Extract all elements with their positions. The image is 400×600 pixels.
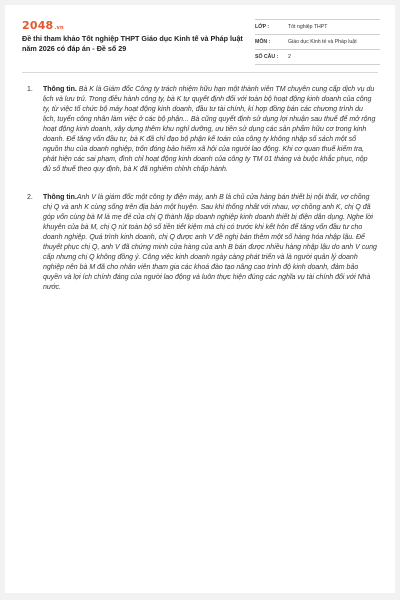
question-list — [27, 85, 377, 311]
question-number: 1. — [27, 86, 33, 93]
info-row-subject — [255, 35, 380, 50]
document-page — [5, 5, 395, 593]
question-number: 2. — [27, 194, 33, 201]
question-item — [27, 193, 377, 293]
question-item — [27, 85, 377, 175]
document-title: Đề thi tham khảo Tốt nghiệp THPT Giáo dục Kinh tế và Pháp luật năm 2026 có đáp án - Đề số 29 — [22, 34, 243, 53]
info-label-question-count: SỐ CÂU : — [255, 54, 279, 60]
logo-main: 2048 — [22, 19, 54, 32]
info-row-class — [255, 19, 380, 35]
info-row-question-count — [255, 50, 380, 65]
exam-info-table — [255, 19, 380, 65]
info-label-subject: MÔN : — [255, 39, 271, 45]
question-text — [43, 193, 377, 293]
header-divider — [22, 72, 378, 73]
question-label: Thông tin. — [43, 86, 77, 93]
question-body: Anh V là giám đốc một công ty điện máy, anh B là chủ cửa hàng bán thiết bị nội thất, vợ chồng chị Q và anh K cùng sống trên địa bàn một huyện. Sau khi thống nhất với nhau, vợ chồng anh K, chị Q đã góp vốn cùng bà M là mẹ đẻ của chị Q thành lập doanh nghiệp kinh doanh thiết bị điện dân dụng. Nghe lời khuyên của bà M, chị Q rút toàn bộ số tiền tiết kiệm mà chị có trước khi kết hôn để tăng vốn đầu tư cho doanh nghiệp. Quá trình kinh doanh, chị Q được anh V đề nghị bán thêm một số hàng hóa nhập lậu. Để thuyết phục chị Q, anh V đã chứng minh cửa hàng của anh B bán được nhiều hàng nhập lậu do anh V cung cấp nhưng chị Q không đồng ý. Công việc kinh doanh ngày càng phát triển và là người quản lý doanh nghiệp nên bà M đã cho nhân viên tham gia các khoá đào tạo nâng cao trình độ kinh doanh, đảm bảo quyền và lợi ích chính đáng của người lao động và luôn thực hiện đúng các nghĩa vụ tài chính đối với Nhà nước. — [43, 194, 377, 291]
info-value-question-count: 2 — [288, 54, 291, 60]
info-label-class: LỚP : — [255, 24, 270, 30]
question-body: Bà K là Giám đốc Công ty trách nhiệm hữu hạn một thành viên TM chuyên cung cấp dịch vụ du lịch và lưu trú. Trong điều hành công ty, bà K tự quyết định đối với toàn bộ hoạt động kinh doanh của công ty, từ việc tổ chức bộ máy hoạt động kinh doanh, đầu tư tài chính, kí hợp đồng bán các chương trình du lịch, tuyển công nhân làm việc ở các bộ phận... Bà cũng quyết định sử dụng lợi nhuận sau thuế để mở rộng hoạt động kinh doanh, xây dựng thêm khu nghỉ dưỡng, ưu tiên sử dụng các sản phẩm hữu cơ trong kinh doanh. Để tăng vốn đầu tư, bà K đã chỉ đạo bộ phận kế toán của công ty không nhập số sách một số nguồn thu của doanh nghiệp, trốn đóng bảo hiểm xã hội của người lao động. Khi cơ quan thuế kiểm tra, phát hiện các sai phạm, đình chỉ hoạt động kinh doanh của công ty TM 01 tháng và buộc khắc phục, nộp đủ số thuế theo quy định, bà K đã nghiêm chỉnh chấp hành. — [43, 86, 376, 173]
site-logo[interactable] — [22, 19, 64, 32]
info-value-subject: Giáo dục Kinh tế và Pháp luật — [288, 39, 357, 45]
info-value-class: Tốt nghiệp THPT — [288, 24, 328, 30]
question-label: Thông tin. — [43, 194, 77, 201]
question-text — [43, 85, 377, 175]
logo-suffix: .vn — [54, 25, 64, 31]
